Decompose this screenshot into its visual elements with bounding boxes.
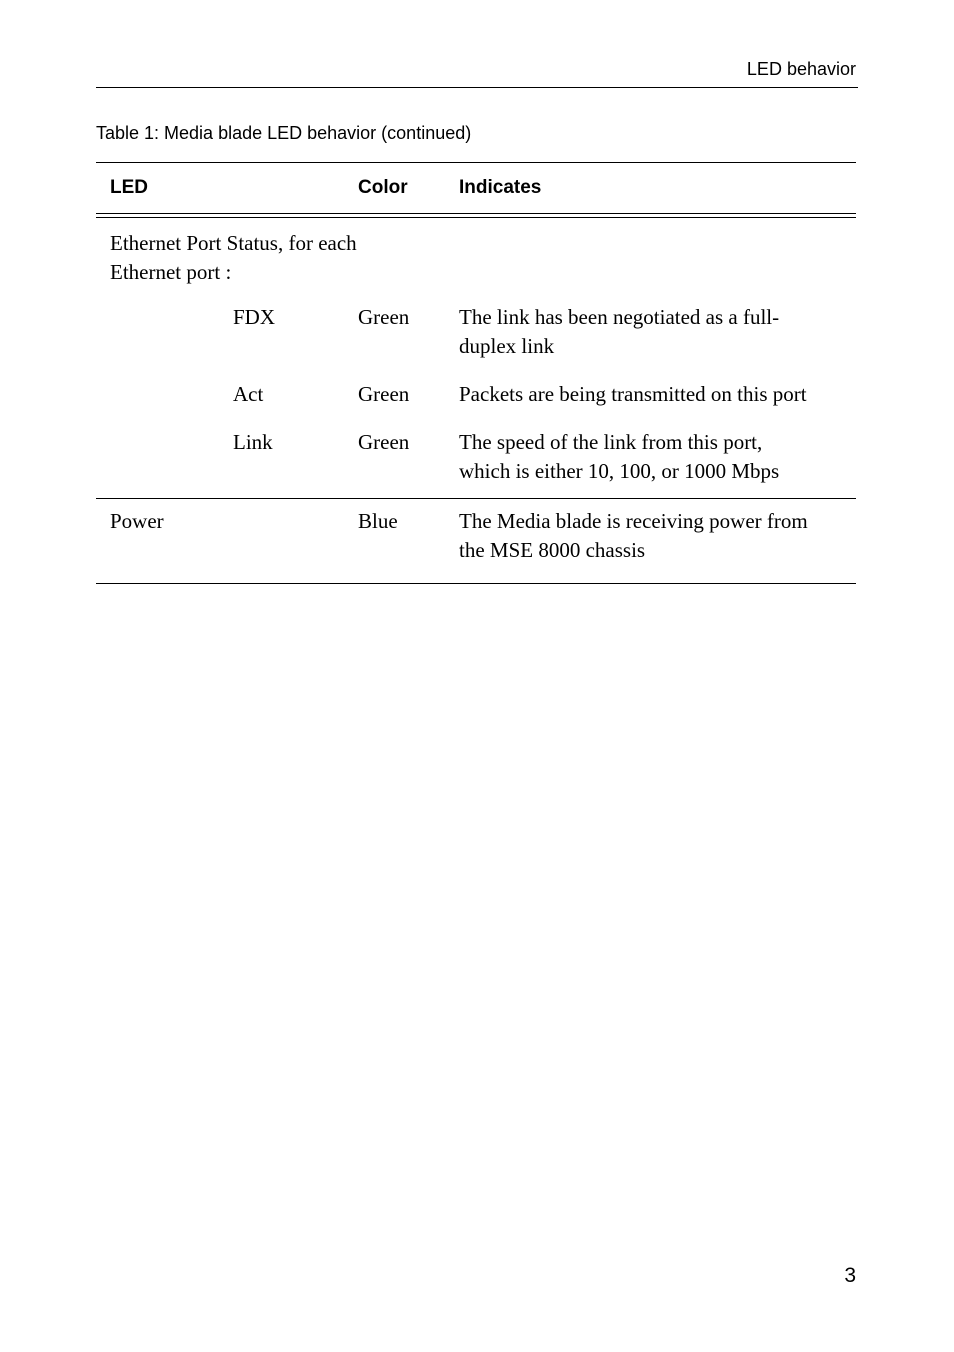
- led-indicates: [459, 428, 849, 486]
- table-row-fdx: [96, 303, 856, 380]
- led-indicates: [459, 380, 879, 409]
- indicates-line: The Media blade is receiving power from: [459, 509, 808, 533]
- led-indicates: [459, 303, 849, 361]
- header-rule: [96, 87, 858, 88]
- indicates-line: which is either 10, 100, or 1000 Mbps: [459, 459, 780, 483]
- led-color: Green: [358, 430, 410, 454]
- led-color: Blue: [358, 509, 398, 533]
- led-name: Link: [233, 430, 273, 454]
- page-number: 3: [844, 1264, 856, 1287]
- column-header-indicates: Indicates: [459, 177, 542, 198]
- ethernet-port-status-group-label: [96, 218, 856, 303]
- indicates-line: The link has been negotiated as a full-: [459, 305, 780, 329]
- table-row-link: [96, 428, 856, 498]
- table-header-row: [96, 163, 856, 213]
- indicates-line: duplex link: [459, 334, 555, 358]
- group-label-line: Ethernet Port Status, for each: [110, 231, 357, 255]
- indicates-line: the MSE 8000 chassis: [459, 538, 646, 562]
- table-row-act: [96, 380, 856, 428]
- led-name: Power: [110, 509, 164, 533]
- running-header: LED behavior: [746, 59, 856, 79]
- table-row-power: [96, 499, 856, 583]
- indicates-line: Packets are being transmitted on this port: [459, 382, 807, 406]
- group-label-line: Ethernet port :: [110, 260, 232, 284]
- column-header-led: LED: [110, 177, 148, 198]
- led-color: Green: [358, 382, 410, 406]
- table-caption: Table 1: Media blade LED behavior (continued): [96, 123, 472, 143]
- table-bottom-rule: [96, 583, 856, 584]
- led-indicates: [459, 507, 849, 565]
- indicates-line: The speed of the link from this port,: [459, 430, 763, 454]
- led-name: Act: [233, 382, 264, 406]
- led-behavior-table: [96, 162, 856, 584]
- column-header-color: Color: [358, 177, 408, 198]
- led-name: FDX: [233, 305, 276, 329]
- led-color: Green: [358, 305, 410, 329]
